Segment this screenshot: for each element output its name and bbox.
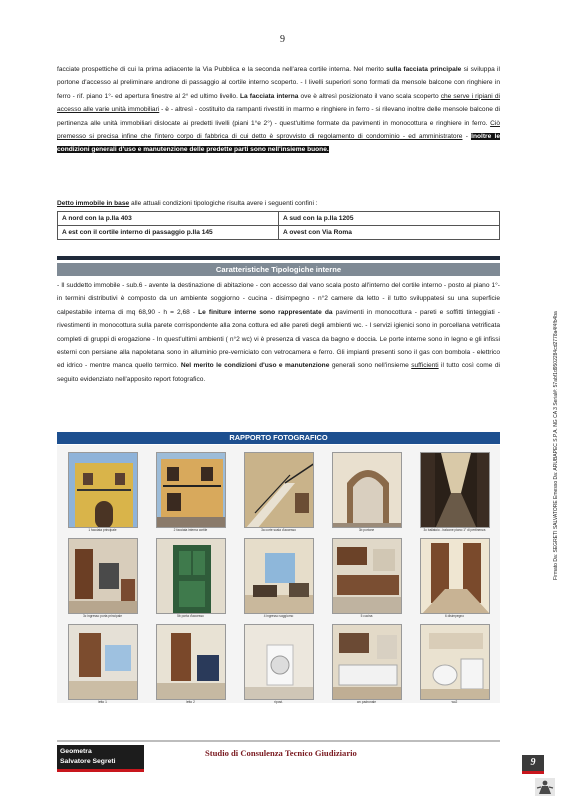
photo-caption: 1 facciata principale [88,528,117,532]
photo-item [411,618,499,704]
section-divider [57,256,500,260]
photo-sketch [245,453,314,528]
photo-caption: 3a corte scala d'accesso [261,528,296,532]
text-run: pavimenti in monocottura - pareti e soffitti tinteggiati - rivestimenti in monocottura sulla parete corrispondente alla zona cottura ed alle pareti degli ambienti wc. - I servizi igienici sono in porcellana vetrificata completi di gruppi di erogazione - In quest'ultimi ambienti ( n°2 wc) vi è presenza di vasca da bagno e doccia. Le porte interne sono in legno e gli infissi esterni con persiane alla napoletana sono in alluminio pre-verniciato con vetrocamera e ferro. Gli impianti presenti sono il gas con bombola - elettrico ed idrico - mentre manca quello termico. [57,308,500,370]
photo-sketch [421,625,490,700]
photo-sketch [69,453,138,528]
section-title: Caratteristiche Tipologiche interne [57,263,500,276]
text-run: generali sono nell'insieme [329,362,412,370]
photo-caption: wc2 [451,700,458,704]
photo-image [244,452,314,528]
confine-east: A est con il cortile interno di passaggio p.lla 145 [58,226,279,240]
text-run: - è - altresì - costituito da rampanti rivestiti in marmo e ringhiere in ferro - si rilevano inoltre delle mensole balcone di pertinenza alle unità immobiliari dislocate ai predetti livelli (piani 1°e 2°) - quest'ultime formate da pavimenti in monocottura e ringhiere in ferro. [57,106,500,127]
photo-image [156,538,226,614]
photo-caption: 6 disimpegno [445,614,464,618]
text-run: La facciata interna [240,92,299,100]
confini-intro-bold: Detto immobile in base [57,200,130,207]
page-number-top: 9 [280,34,285,45]
text-run: che serve i ripiani di accesso alle varie unità immobiliari [57,92,500,114]
photo-item [147,618,235,704]
photo-report-title: RAPPORTO FOTOGRAFICO [57,432,500,444]
photo-item [59,446,147,532]
text-run: - [462,133,472,141]
photo-item [235,532,323,618]
photo-sketch [245,625,314,700]
confine-north: A nord con la p.lla 403 [58,212,279,226]
confini-intro [57,199,500,209]
paragraph-facades [57,63,500,157]
photo-image [332,538,402,614]
confini-intro-rest: alle attuali condizioni tipologiche risulta avere i seguenti confini : [129,200,318,207]
photo-sketch [245,539,314,614]
photo-caption: 3c ingresso porta principale [83,614,122,618]
photo-sketch [421,539,490,614]
photo-sketch [157,625,226,700]
seal-icon [535,778,555,796]
table-row [58,212,500,226]
photo-caption: letto 2 [186,700,195,704]
photo-caption: 3c ballatoio - balcone piano 1° di pertinenza [423,528,486,532]
logo-accent-bar [57,769,144,772]
photo-item [59,532,147,618]
photo-item [59,618,147,704]
photo-item [235,618,323,704]
author-logo [57,745,144,769]
footer-divider [57,740,500,742]
confine-west: A ovest con Via Roma [279,226,500,240]
photo-sketch [333,453,402,528]
text-run: facciate prospettiche di cui la prima adiacente la Via Pubblica e la seconda nell'area cortile interna. Nel merito [57,66,387,73]
text-run: sulla facciata principale [386,66,462,73]
paragraph-interior [57,279,500,386]
photo-image [420,538,490,614]
photo-image [244,624,314,700]
photo-image [420,624,490,700]
photo-sketch [333,539,402,614]
photo-image [156,624,226,700]
photo-sketch [157,453,226,528]
photo-item [411,532,499,618]
text-run: si sviluppa il portone d'accesso al preliminare androne di passaggio al cortile interno scoperto. - I livelli superiori sono formati da mensole balcone con ringhiere in ferro - rif. piano 1°- ed apertura finestre al 2° ed ultimo livello. [57,66,500,100]
photo-image [332,452,402,528]
photo-item [147,532,235,618]
photo-sketch [69,625,138,700]
photo-image [244,538,314,614]
footer-studio: Studio di Consulenza Tecnico Giudiziario [205,748,357,758]
photo-item [147,446,235,532]
photo-sketch [69,539,138,614]
confine-south: A sud con la p.lla 1205 [279,212,500,226]
photo-grid [57,445,500,703]
text-run: sufficienti [411,362,439,370]
page-number-bottom-text: 9 [530,757,536,768]
photo-sketch [333,625,402,700]
text-run: Ciò premesso si precisa infine che l'intero corpo di fabbrica di cui detto è sprovvisto di regolamento di condominio - ed amministratore [57,119,500,141]
photo-caption: 5b porta d'accesso [177,614,204,618]
table-row [58,226,500,240]
photo-item [323,618,411,704]
photo-item [235,446,323,532]
confini-table [57,211,500,240]
text-run: il tutto così come di seguito evidenziato nell'apposito report fotografico. [57,362,500,383]
photo-item [323,532,411,618]
photo-image [156,452,226,528]
photo-caption: 5 cucina [360,614,373,618]
photo-sketch [421,453,490,528]
page-number-bottom [522,755,544,771]
photo-caption: letto 1 [98,700,107,704]
photo-image [332,624,402,700]
photo-image [420,452,490,528]
logo-line-1: Geometra [60,748,92,755]
text-run: Inoltre le condizioni generali d'uso e manutenzione delle predette parti sono nell'insieme buone. [57,133,500,154]
text-run: Nel merito le condizioni d'uso e manutenzione [180,362,330,370]
photo-caption: ripost. [274,700,283,704]
logo-line-2: Salvatore Segreti [60,758,116,765]
photo-caption: wc padronale [357,700,376,704]
photo-image [68,538,138,614]
text-run: - Il suddetto immobile - sub.6 - avente la destinazione di abitazione - con accesso dal vano scala posto all'interno del cortile interno - posto al piano 1°- in termini distributivi è composto da un ambiente soggiorno - cucina - disimpegno - n°2 camere da letto - il tutto sviluppatesi su una superficie calpestabile interna di mq 68,90 - h = 2,68 - [57,282,500,316]
text-run: Le finiture interne sono rappresentate da [198,308,333,316]
photo-caption: 3b portone [358,528,375,532]
photo-caption: 2 facciata interna cortile [173,528,208,532]
digital-signature: Firmato Da: SEGRETI SALVATORE Emesso Da: ARUBAPEC S.P.A. NG CA 3 Serial#: 57abf1d9502284cd2778a4f4fb4ba [553,311,559,580]
text-run: ove è altresì posizionato il vano scala scoperto [298,92,441,100]
photo-item [323,446,411,532]
photo-caption: 4 ingresso soggiorno [263,614,294,618]
photo-image [68,624,138,700]
page-number-accent [522,771,544,774]
photo-image [68,452,138,528]
photo-item [411,446,499,532]
photo-sketch [157,539,226,614]
